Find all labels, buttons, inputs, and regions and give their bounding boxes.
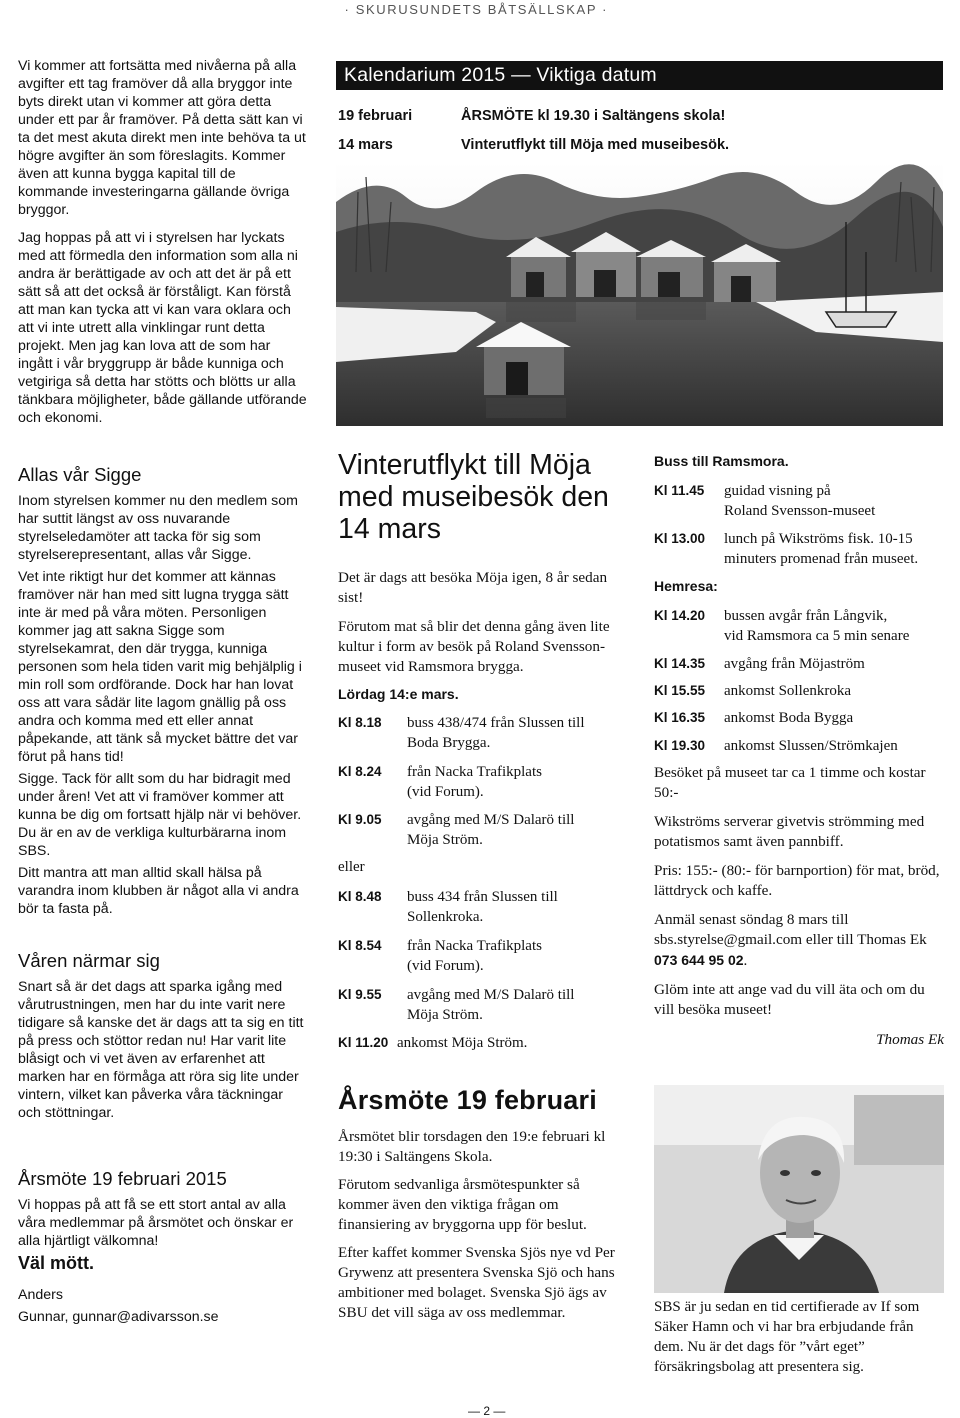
schedule-time: Kl 8.18 bbox=[338, 715, 382, 730]
signature-name: Anders bbox=[18, 1287, 63, 1303]
registration-text: . bbox=[743, 952, 748, 969]
schedule-item bbox=[338, 810, 574, 850]
column-1-varen bbox=[18, 952, 308, 1126]
signature-contact: Gunnar, gunnar@adivarsson.se bbox=[18, 1309, 219, 1325]
section-heading: Årsmöte 19 februari 2015 bbox=[18, 1168, 227, 1189]
schedule-item bbox=[338, 713, 585, 753]
paragraph: Wikströms serverar givetvis strömming med potatismos samt även pannbiff. bbox=[654, 813, 925, 850]
trip-info bbox=[654, 763, 944, 1050]
photo-caption: SBS är ju sedan en tid certifierade av If som Säker Hamn och vi har bra erbjudande från dem. Nu är det dags för ”vårt eget” försäkringsbolag att presentera sig. bbox=[654, 1299, 920, 1375]
schedule-text: Möja Ström. bbox=[407, 1007, 483, 1023]
schedule-text: ankomst Sollenkroka bbox=[724, 683, 852, 699]
schedule-item bbox=[654, 481, 875, 521]
schedule-text: minuters promenad från museet. bbox=[724, 551, 919, 567]
registration-text: Anmäl senast söndag 8 mars till sbs.styrelse@gmail.com eller till Thomas Ek bbox=[654, 911, 927, 948]
schedule-time: Kl 13.00 bbox=[654, 531, 706, 546]
schedule-time: Kl 11.45 bbox=[654, 483, 705, 498]
schedule-item bbox=[338, 887, 558, 927]
schedule-time: Kl 14.20 bbox=[654, 608, 706, 623]
paragraph: Sigge. Tack för allt som du har bidragit med under åren! Vet att vi framöver kommer att kunna be dig om fortsatt hjälp när vi behöver. Du är en av de verkliga kulturbärarna inom SBS. bbox=[18, 771, 302, 859]
schedule-time: Kl 11.20 bbox=[338, 1035, 389, 1050]
schedule-item bbox=[654, 606, 909, 646]
section-heading: Allas vår Sigge bbox=[18, 464, 142, 485]
signature: Thomas Ek bbox=[876, 1031, 944, 1048]
calendar-text: Vinterutflykt till Möja med museibesök. bbox=[461, 137, 730, 153]
paragraph: Vi kommer att fortsätta med nivåerna på alla avgifter ett tag framöver då alla bryggor inte byts direkt utan vi kommer att göra detta under ett par år framöver. På detta sätt kan vi ta det mest akuta direkt men inte behöva ta ut högre avgifter än som föreslagits. Kommer även att kunna bygga kapital till de kommande investeringarna gällande övriga bryggor. bbox=[18, 58, 306, 218]
calendar-text: ÅRSMÖTE kl 19.30 i Saltängens skola! bbox=[461, 108, 726, 124]
calendar-date: 19 februari bbox=[338, 108, 413, 124]
schedule-text: avgång från Möjaström bbox=[724, 656, 865, 672]
schedule-item bbox=[654, 681, 851, 701]
schedule-text: från Nacka Trafikplats bbox=[407, 938, 542, 954]
arsmote-heading: Årsmöte 19 februari bbox=[338, 1085, 597, 1115]
trip-intro bbox=[338, 568, 628, 677]
alternative-label: eller bbox=[338, 859, 365, 875]
schedule-text: buss 434 från Slussen till bbox=[407, 889, 558, 905]
page-number: — 2 — bbox=[468, 1404, 506, 1418]
trip-heading: Vinterutflykt till Möja med museibesök den 14 mars bbox=[338, 449, 609, 545]
schedule-time: Kl 8.24 bbox=[338, 764, 382, 779]
calendar-row bbox=[338, 137, 729, 153]
schedule-text: ankomst Möja Ström. bbox=[397, 1035, 528, 1051]
calendar-row bbox=[338, 108, 725, 124]
schedule-text: lunch på Wikströms fisk. 10-15 bbox=[724, 531, 913, 547]
arsmote-body bbox=[338, 1127, 628, 1323]
column-1-arsmote bbox=[18, 1170, 308, 1330]
schedule-text: avgång med M/S Dalarö till bbox=[407, 987, 575, 1003]
paragraph: Förutom sedvanliga årsmötespunkter så kommer även den viktiga frågan om finansiering av bryggorna upp för beslut. bbox=[338, 1176, 587, 1233]
schedule-text: Roland Svensson-museet bbox=[724, 503, 876, 519]
return-heading: Hemresa: bbox=[654, 578, 718, 594]
schedule-time: Kl 8.48 bbox=[338, 889, 382, 904]
paragraph: Inom styrelsen kommer nu den medlem som har suttit längst av oss nuvarande styrelseledamöter att tacka för sig som styrelserepresentant, allas vår Sigge. bbox=[18, 493, 298, 563]
column-1-sigge bbox=[18, 466, 308, 922]
schedule-text: (vid Forum). bbox=[407, 784, 484, 800]
schedule-time: Kl 16.35 bbox=[654, 710, 706, 725]
paragraph: Glöm inte att ange vad du vill äta och om du vill besöka museet! bbox=[654, 981, 925, 1018]
schedule-text: buss 438/474 från Slussen till bbox=[407, 715, 585, 731]
schedule-item bbox=[338, 936, 542, 976]
bus-heading: Buss till Ramsmora. bbox=[654, 453, 789, 469]
schedule-time: Kl 15.55 bbox=[654, 683, 706, 698]
paragraph: Jag hoppas på att vi i styrelsen har lyckats med att förmedla den information som alla ni andra är berättigade av och att det är på ett sätt så att det också är förståligt. Kan förstå att man kan tycka att vi kan vara oklara och att vi inte utrett alla vinklingar runt detta projekt. Men jag kan lova att de som har ingått i vår bryggrupp är både kunniga och vetgiriga så detta har stötts och blötts ur alla tänkbara möjligheter, både gällande utförande och ekonomi. bbox=[18, 230, 307, 426]
paragraph: Förutom mat så blir det denna gång även lite kultur i form av besök på Roland Svensson-museet vid Ramsmora brygga. bbox=[338, 618, 610, 675]
schedule-text: vid Ramsmora ca 5 min senare bbox=[724, 628, 910, 644]
schedule-text: Sollenkroka. bbox=[407, 909, 484, 925]
schedule-item bbox=[654, 529, 918, 569]
running-header: · SKURUSUNDETS BÅTSÄLLSKAP · bbox=[344, 2, 608, 17]
schedule-time: Kl 14.35 bbox=[654, 656, 706, 671]
schedule-item bbox=[338, 985, 574, 1025]
closing-greeting: Väl mött. bbox=[18, 1253, 95, 1273]
schedule-item bbox=[338, 762, 542, 802]
paragraph: Årsmötet blir torsdagen den 19:e februari kl 19:30 i Saltängens Skola. bbox=[338, 1128, 606, 1165]
schedule-time: Kl 9.05 bbox=[338, 812, 382, 827]
calendar-date: 14 mars bbox=[338, 137, 393, 153]
schedule-text: ankomst Slussen/Strömkajen bbox=[724, 738, 898, 754]
paragraph: Snart så är det dags att sparka igång med vårutrustningen, men har du inte varit nere tidigare så kanske det är dags att ta sig en titt på press och stöttor redan nu! Har varit lite blåsigt och vi vet även av erfarenhet att marken har en förmåga att röra sig lite under vintern, vilket kan påverka våra täckningar och stöttningar. bbox=[18, 979, 304, 1121]
phone-number: 073 644 95 02 bbox=[654, 952, 744, 968]
schedule-text: avgång med M/S Dalarö till bbox=[407, 812, 575, 828]
paragraph: Besöket på museet tar ca 1 timme och kostar 50:- bbox=[654, 764, 926, 801]
paragraph: Vi hoppas på att få se ett stort antal av alla våra medlemmar på årsmötet och önskar er alla hjärtligt välkomna! bbox=[18, 1197, 294, 1249]
paragraph: Ditt mantra att man alltid skall hälsa på varandra inom klubben är något alla vi andra bör ta fasta på. bbox=[18, 865, 299, 917]
schedule-text: Möja Ström. bbox=[407, 832, 483, 848]
paragraph: Efter kaffet kommer Svenska Sjös nye vd Per Grywenz att presentera Svenska Sjö och hans ambitioner med bolaget. Svenska Sjö ägs av SBU det vill säga av oss medlemmar. bbox=[338, 1244, 615, 1321]
schedule-item bbox=[654, 736, 898, 756]
schedule-text: bussen avgår från Långvik, bbox=[724, 608, 888, 624]
paragraph: Vet inte riktigt hur det kommer att kännas framöver när han med sitt lugna trygga sätt inte är med på våra möten. Personligen kommer jag att sakna Sigge som styrelsekamrat, den där trygga, kunniga personen som hela tiden varit mig behjälplig i min roll som ordförande. Dock har han lovat oss att vara sådär lite lagom gnällig på oss andra och komma med ett eller annat påpekande, att tänk så mycket bättre det var förut på hans tid! bbox=[18, 569, 302, 765]
schedule-item bbox=[338, 1033, 527, 1053]
schedule-text: ankomst Boda Bygga bbox=[724, 710, 854, 726]
schedule-time: Kl 8.54 bbox=[338, 938, 382, 953]
trip-day: Lördag 14:e mars. bbox=[338, 686, 459, 702]
schedule-text: från Nacka Trafikplats bbox=[407, 764, 542, 780]
schedule-text: (vid Forum). bbox=[407, 958, 484, 974]
schedule-item bbox=[654, 654, 865, 674]
schedule-time: Kl 9.55 bbox=[338, 987, 382, 1002]
portrait-photo bbox=[654, 1085, 944, 1293]
schedule-time: Kl 19.30 bbox=[654, 738, 706, 753]
column-1-top bbox=[18, 57, 308, 431]
schedule-text: Boda Brygga. bbox=[407, 735, 491, 751]
calendar-heading: Kalendarium 2015 — Viktiga datum bbox=[336, 61, 943, 90]
schedule-item bbox=[654, 708, 853, 728]
paragraph: Pris: 155:- (80:- för barnportion) för mat, bröd, lättdryck och kaffe. bbox=[654, 862, 940, 899]
paragraph: Det är dags att besöka Möja igen, 8 år sedan sist! bbox=[338, 569, 608, 606]
schedule-text: guidad visning på bbox=[724, 483, 831, 499]
harbour-photo bbox=[336, 162, 943, 426]
registration-paragraph bbox=[654, 910, 944, 971]
section-heading: Våren närmar sig bbox=[18, 950, 160, 971]
